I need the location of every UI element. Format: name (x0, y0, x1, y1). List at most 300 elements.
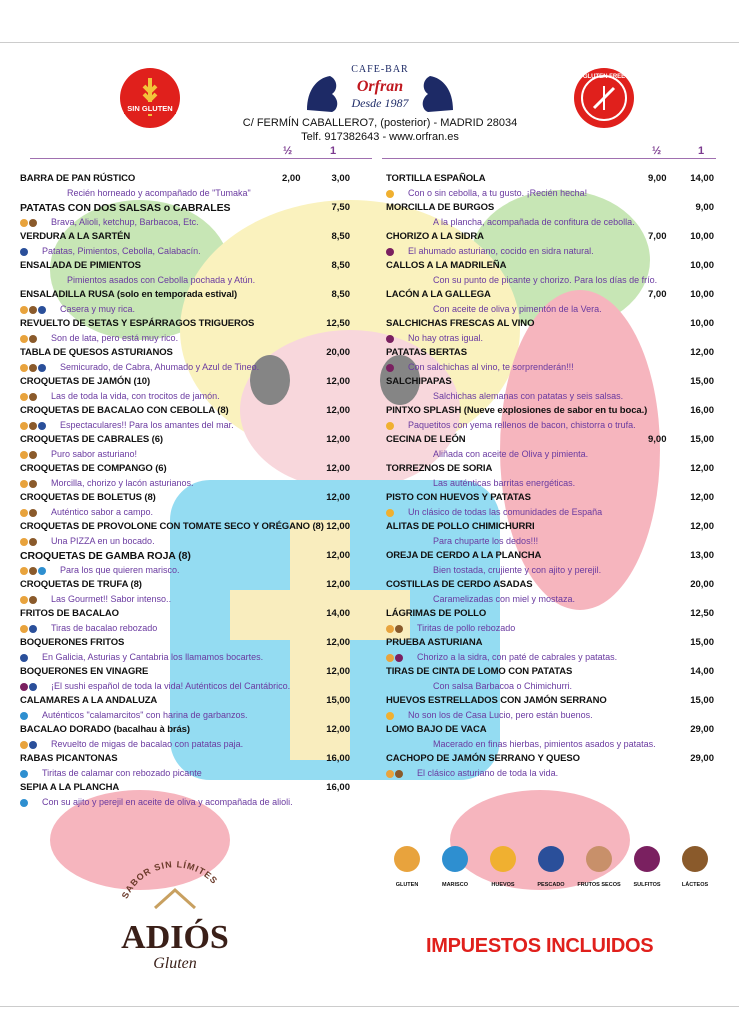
menu-item (20, 723, 350, 752)
allergen-icons (386, 187, 395, 201)
allergen-icons (20, 622, 38, 636)
menu-item-price: 16,00 (326, 753, 350, 764)
allergen-l-icon (29, 219, 37, 227)
menu-item (386, 288, 714, 317)
allergen-l-icon (29, 596, 37, 604)
menu-item-name: FRITOS DE BACALAO (20, 608, 119, 619)
allergen-s-icon (386, 248, 394, 256)
menu-item-description-text: Casera y muy rica. (60, 304, 136, 314)
menu-item-description (20, 273, 350, 288)
allergen-g-icon (20, 538, 28, 546)
menu-item (386, 433, 714, 462)
menu-item-description (386, 650, 714, 665)
menu-item-name: SEPIA A LA PLANCHA (20, 782, 120, 793)
menu-item (20, 636, 350, 665)
menu-item-description-text: El ahumado asturiano, cocido en sidra natural. (408, 246, 594, 256)
allergen-icons (20, 767, 29, 781)
allergen-legend-icon (586, 846, 612, 872)
allergen-p-icon (38, 364, 46, 372)
menu-item-description (386, 447, 714, 462)
menu-item-name: BACALAO DORADO (bacalhau à brás) (20, 724, 190, 735)
menu-item (20, 520, 350, 549)
menu-item-description (20, 563, 350, 578)
menu-item-price: 12,00 (326, 724, 350, 735)
menu-item-description (386, 302, 714, 317)
menu-item-description-text: Con aceite de oliva y pimentón de la Vera. (433, 304, 602, 314)
menu-item (386, 201, 714, 230)
menu-item-description (20, 244, 350, 259)
menu-item-price: 14,00 (690, 173, 714, 184)
menu-item-description-text: Con salsa Barbacoa o Chimichurri. (433, 681, 573, 691)
allergen-legend-item (576, 846, 622, 888)
allergen-legend-label: SULFITOS (633, 882, 661, 888)
menu-item-name: CALAMARES A LA ANDALUZA (20, 695, 158, 706)
menu-item-name: PRUEBA ASTURIANA (386, 637, 483, 648)
menu-item-price: 29,00 (690, 724, 714, 735)
menu-item (386, 404, 714, 433)
gluten-free-text: GLUTEN FREE (582, 74, 626, 80)
menu-item-price: 12,00 (326, 550, 350, 561)
allergen-s-icon (395, 654, 403, 662)
allergen-g-icon (20, 567, 28, 575)
allergen-legend-label: PESCADO (537, 882, 565, 888)
allergen-icons (20, 738, 38, 752)
allergen-icons (386, 622, 404, 636)
allergen-g-icon (20, 509, 28, 517)
menu-item-half-price: 9,00 (648, 434, 667, 445)
menu-item-description-text: El clásico asturiano de toda la vida. (417, 768, 559, 778)
menu-item-description-text: Tiras de bacalao rebozado (51, 623, 158, 633)
menu-item-description (386, 476, 714, 491)
menu-item-price: 15,00 (690, 695, 714, 706)
menu-item-description (386, 244, 714, 259)
menu-item-description-text: No hay otras igual. (408, 333, 484, 343)
adios-word: ADIÓS (121, 919, 229, 956)
allergen-l-icon (29, 480, 37, 488)
menu-item-name: CROQUETAS DE BACALAO CON CEBOLLA (8) (20, 405, 229, 416)
menu-item-description (20, 795, 350, 810)
menu-item-price: 7,50 (331, 202, 350, 213)
allergen-l-icon (29, 306, 37, 314)
menu-item-price: 12,00 (326, 492, 350, 503)
menu-item-price: 12,00 (690, 347, 714, 358)
menu-item-name: ALITAS DE POLLO CHIMICHURRI (386, 521, 535, 532)
allergen-m-icon (20, 770, 28, 778)
menu-item (20, 694, 350, 723)
allergen-g-icon (20, 451, 28, 459)
menu-item-description-text: Auténtico sabor a campo. (51, 507, 154, 517)
allergen-g-icon (20, 219, 28, 227)
menu-item-description-text: Tiritas de pollo rebozado (417, 623, 516, 633)
menu-item-price: 12,00 (326, 579, 350, 590)
menu-item-description-text: A la plancha, acompañada de confitura de cebolla. (433, 217, 635, 227)
allergen-icons (20, 245, 29, 259)
menu-item-price: 12,00 (326, 637, 350, 648)
menu-item (20, 201, 350, 230)
menu-item-name: CROQUETAS DE CABRALES (6) (20, 434, 163, 445)
allergen-g-icon (20, 364, 28, 372)
allergen-m-icon (20, 799, 28, 807)
menu-item-description-text: Para los que quieren marisco. (60, 565, 180, 575)
allergen-legend-item (528, 846, 574, 888)
allergen-s-icon (20, 683, 28, 691)
menu-item (20, 665, 350, 694)
menu-item-price: 12,00 (326, 521, 350, 532)
menu-item-description-text: Con su punto de picante y chorizo. Para los días de frío. (433, 275, 658, 285)
allergen-icons (20, 535, 38, 549)
menu-item-name: TORTILLA ESPAÑOLA (386, 173, 486, 184)
menu-item-description (386, 766, 714, 781)
allergen-legend-item (480, 846, 526, 888)
menu-item-name: LÁGRIMAS DE POLLO (386, 608, 487, 619)
menu-item-description-text: Para chuparte los dedos!!! (433, 536, 539, 546)
menu-item-half-price: 9,00 (648, 173, 667, 184)
allergen-icons (386, 419, 395, 433)
allergen-h-icon (386, 509, 394, 517)
allergen-p-icon (38, 306, 46, 314)
phone-web: Telf. 917382643 - www.orfran.es (301, 131, 459, 143)
menu-item-description (20, 186, 350, 201)
allergen-legend-icon (394, 846, 420, 872)
allergen-g-icon (20, 335, 28, 343)
allergen-legend-icon (490, 846, 516, 872)
menu-item (20, 549, 350, 578)
menu-item-price: 12,50 (690, 608, 714, 619)
menu-item-price: 10,00 (690, 260, 714, 271)
menu-item-description-text: Semicurado, de Cabra, Ahumado y Azul de Tineo. (60, 362, 260, 372)
menu-item-price: 14,00 (690, 666, 714, 677)
menu-item-description-text: Brava, Alioli, ketchup, Barbacoa, Etc. (51, 217, 199, 227)
menu-item-name: SALCHIPAPAS (386, 376, 452, 387)
menu-item-price: 12,00 (326, 463, 350, 474)
right-full-header: 1 (698, 145, 705, 157)
menu-item-name: COSTILLAS DE CERDO ASADAS (386, 579, 533, 590)
allergen-g-icon (20, 480, 28, 488)
menu-item (386, 230, 714, 259)
menu-item-description (386, 621, 714, 636)
menu-item-description (386, 505, 714, 520)
menu-item-description-text: Aliñada con aceite de Oliva y pimienta. (433, 449, 589, 459)
address: C/ FERMÍN CABALLERO7, (posterior) - MADRID 28034 (242, 117, 518, 129)
allergen-g-icon (20, 625, 28, 633)
menu-item-description-text: Salchichas alemanas con patatas y seis salsas. (433, 391, 624, 401)
menu-item-name: PINTXO SPLASH (Nueve explosiones de sabor en tu boca.) (386, 405, 648, 416)
brand-since: Desde 1987 (351, 96, 409, 110)
allergen-p-icon (29, 683, 37, 691)
right-header-line (382, 158, 716, 159)
menu-item-description (386, 186, 714, 201)
menu-item-name: REVUELTO DE SETAS Y ESPÁRRAGOS TRIGUEROS (20, 318, 255, 329)
menu-item-description (386, 708, 714, 723)
allergen-legend-icon (442, 846, 468, 872)
menu-item-description-text: Puro sabor asturiano! (51, 449, 138, 459)
menu-item-description-text: Auténticos "calamarcitos" con harina de garbanzos. (42, 710, 248, 720)
menu-item-name: BARRA DE PAN RÚSTICO (20, 173, 136, 184)
allergen-l-icon (29, 422, 37, 430)
menu-item-description-text: Tiritas de calamar con rebozado picante (42, 768, 202, 778)
menu-item-price: 12,00 (326, 434, 350, 445)
allergen-legend-label: GLUTEN (395, 882, 419, 888)
right-menu-column (386, 172, 714, 781)
allergen-g-icon (20, 306, 28, 314)
orfran-brand-logo (300, 64, 460, 120)
menu-item (20, 781, 350, 810)
menu-item-price: 10,00 (690, 289, 714, 300)
menu-item (386, 172, 714, 201)
left-half-header: ½ (283, 145, 293, 157)
menu-item-description (20, 215, 350, 230)
menu-item-description-text: Las de toda la vida, con trocitos de jamón. (51, 391, 220, 401)
menu-item-description-text: Morcilla, chorizo y lacón asturianos. (51, 478, 194, 488)
menu-item-description-text: No son los de Casa Lucio, pero están buenos. (408, 710, 593, 720)
menu-item (20, 346, 350, 375)
menu-item (386, 665, 714, 694)
menu-item-price: 15,00 (690, 376, 714, 387)
menu-item (20, 317, 350, 346)
menu-item (20, 752, 350, 781)
allergen-icons (20, 361, 47, 375)
menu-item-price: 12,50 (326, 318, 350, 329)
right-half-header: ½ (652, 145, 662, 157)
menu-item-price: 15,00 (326, 695, 350, 706)
menu-item (386, 752, 714, 781)
menu-item-name: ENSALADA DE PIMIENTOS (20, 260, 141, 271)
menu-item-price: 8,50 (331, 260, 350, 271)
allergen-h-icon (386, 190, 394, 198)
allergen-legend (384, 846, 714, 892)
menu-item-price: 3,00 (331, 173, 350, 184)
menu-item (386, 607, 714, 636)
menu-item-description (20, 650, 350, 665)
menu-item-name: CACHOPO DE JAMÓN SERRANO Y QUESO (386, 753, 580, 764)
menu-item-description-text: Caramelizadas con miel y mostaza. (433, 594, 576, 604)
gluten-free-badge (572, 66, 636, 130)
menu-item (20, 288, 350, 317)
menu-item-name: ENSALADILLA RUSA (solo en temporada estival) (20, 289, 238, 300)
menu-item-price: 15,00 (690, 434, 714, 445)
allergen-s-icon (386, 335, 394, 343)
allergen-icons (386, 332, 395, 346)
menu-item-price: 29,00 (690, 753, 714, 764)
brand-name: Orfran (356, 78, 404, 95)
menu-item-description-text: Un clásico de todas las comunidades de España (408, 507, 603, 517)
menu-item-description (386, 737, 714, 752)
menu-item (20, 230, 350, 259)
menu-item-name: CROQUETAS DE GAMBA ROJA (8) (20, 550, 191, 562)
allergen-m-icon (38, 567, 46, 575)
allergen-icons (20, 651, 29, 665)
allergen-icons (20, 332, 38, 346)
menu-item-description-text: Revuelto de migas de bacalao con patatas paja. (51, 739, 244, 749)
menu-item-name: BOQUERONES EN VINAGRE (20, 666, 149, 677)
menu-item-description (386, 563, 714, 578)
allergen-legend-item (384, 846, 430, 888)
left-full-header: 1 (330, 145, 337, 157)
menu-item-description-text: Patatas, Pimientos, Cebolla, Calabacín. (42, 246, 201, 256)
menu-item-description-text: Una PIZZA en un bocado. (51, 536, 155, 546)
menu-item-description-text: Recién horneado y acompañado de "Tumaka" (67, 188, 251, 198)
menu-item-price: 16,00 (326, 782, 350, 793)
menu-item-description (386, 592, 714, 607)
menu-item-description (386, 534, 714, 549)
allergen-p-icon (20, 248, 28, 256)
allergen-legend-icon (538, 846, 564, 872)
menu-item-price: 12,00 (326, 376, 350, 387)
allergen-g-icon (20, 741, 28, 749)
allergen-p-icon (29, 625, 37, 633)
menu-item-price: 12,00 (690, 463, 714, 474)
menu-item-description-text: Bien tostada, crujiente y con ajito y perejil. (433, 565, 602, 575)
menu-item-name: TORREZNOS DE SORIA (386, 463, 493, 474)
allergen-p-icon (38, 422, 46, 430)
menu-item-description-text: Espectaculares!! Para los amantes del mar. (60, 420, 234, 430)
menu-item (386, 259, 714, 288)
allergen-g-icon (386, 625, 394, 633)
menu-item-description (20, 592, 350, 607)
sin-gluten-badge (118, 66, 182, 130)
allergen-legend-label: FRUTOS SECOS (577, 882, 621, 888)
allergen-icons (20, 796, 29, 810)
menu-item-description-text: ¡El sushi español de toda la vida! Auténticos del Cantábrico. (51, 681, 291, 691)
menu-item (20, 462, 350, 491)
adios-tagline: SABOR SIN LÍMITES (119, 860, 220, 901)
menu-item-description (386, 215, 714, 230)
menu-item (20, 491, 350, 520)
menu-item-description (20, 360, 350, 375)
menu-item-description-text: Con su ajito y perejil en aceite de oliva y acompañada de alioli. (42, 797, 293, 807)
menu-item-description (386, 418, 714, 433)
allergen-l-icon (29, 538, 37, 546)
menu-item-name: LOMO BAJO DE VACA (386, 724, 487, 735)
menu-item-description-text: Chorizo a la sidra, con paté de cabrales y patatas. (417, 652, 618, 662)
menu-item-description-text: Las auténticas barritas energéticas. (433, 478, 576, 488)
allergen-l-icon (29, 364, 37, 372)
menu-item-description-text: Son de lata, pero está muy rico. (51, 333, 179, 343)
allergen-icons (20, 303, 47, 317)
menu-item (20, 172, 350, 201)
allergen-icons (20, 390, 38, 404)
gluten-word: Gluten (153, 955, 197, 972)
menu-item-description-text: Con salchichas al vino, te sorprenderán!!! (408, 362, 574, 372)
allergen-icons (20, 477, 38, 491)
menu-item-name: TIRAS DE CINTA DE LOMO CON PATATAS (386, 666, 573, 677)
allergen-g-icon (20, 393, 28, 401)
menu-item (386, 491, 714, 520)
menu-item-name: CROQUETAS DE TRUFA (8) (20, 579, 142, 590)
menu-item-price: 16,00 (690, 405, 714, 416)
allergen-legend-icon (634, 846, 660, 872)
allergen-l-icon (29, 509, 37, 517)
menu-item-description (20, 621, 350, 636)
menu-item-name: BOQUERONES FRITOS (20, 637, 125, 648)
menu-item-price: 9,00 (695, 202, 714, 213)
menu-item (386, 694, 714, 723)
menu-item-name: PATATAS CON DOS SALSAS o CABRALES (20, 202, 231, 214)
left-menu-column (20, 172, 350, 810)
menu-item (386, 346, 714, 375)
menu-item-description (20, 534, 350, 549)
menu-item-price: 15,00 (690, 637, 714, 648)
menu-item-description (20, 302, 350, 317)
allergen-p-icon (20, 654, 28, 662)
allergen-legend-label: LÁCTEOS (681, 882, 709, 888)
allergen-icons (20, 419, 47, 433)
menu-item-name: VERDURA A LA SARTÉN (20, 231, 131, 242)
menu-item (20, 578, 350, 607)
menu-item-price: 12,00 (690, 492, 714, 503)
allergen-l-icon (395, 625, 403, 633)
menu-item-name: PISTO CON HUEVOS Y PATATAS (386, 492, 531, 503)
allergen-icons (386, 245, 395, 259)
menu-item-description (386, 273, 714, 288)
allergen-legend-icon (682, 846, 708, 872)
menu-item-description (20, 679, 350, 694)
menu-item-price: 14,00 (326, 608, 350, 619)
menu-item-description (386, 360, 714, 375)
menu-item-name: CALLOS A LA MADRILEÑA (386, 260, 507, 271)
allergen-icons (20, 593, 38, 607)
menu-item-description (386, 331, 714, 346)
menu-item-name: CROQUETAS DE JAMÓN (10) (20, 376, 151, 387)
top-rule (0, 42, 739, 43)
allergen-icons (386, 651, 404, 665)
menu-item (20, 404, 350, 433)
allergen-icons (20, 506, 38, 520)
menu-item-description (20, 476, 350, 491)
menu-item (20, 259, 350, 288)
menu-item (386, 723, 714, 752)
menu-item-name: CECINA DE LEÓN (386, 434, 466, 445)
menu-item-name: RABAS PICANTONAS (20, 753, 118, 764)
allergen-g-icon (386, 654, 394, 662)
menu-item-name: CHORIZO A LA SIDRA (386, 231, 484, 242)
allergen-icons (386, 361, 395, 375)
menu-item-description-text: Con o sin cebolla, a tu gusto. ¡Recién hecha! (408, 188, 588, 198)
menu-item-name: TABLA DE QUESOS ASTURIANOS (20, 347, 173, 358)
menu-item-name: CROQUETAS DE COMPANGO (6) (20, 463, 167, 474)
menu-item-name: PATATAS BERTAS (386, 347, 467, 358)
menu-item (386, 317, 714, 346)
menu-item (386, 462, 714, 491)
allergen-p-icon (29, 741, 37, 749)
menu-item-name: LACÓN A LA GALLEGA (386, 289, 491, 300)
menu-item-description (20, 505, 350, 520)
menu-item (20, 375, 350, 404)
menu-item (386, 520, 714, 549)
allergen-l-icon (29, 567, 37, 575)
allergen-l-icon (29, 335, 37, 343)
menu-item-name: HUEVOS ESTRELLADOS CON JAMÓN SERRANO (386, 695, 607, 706)
allergen-legend-item (672, 846, 718, 888)
menu-item-half-price: 7,00 (648, 289, 667, 300)
menu-item-description-text: Paquetitos con yema rellenos de bacon, chistorra o trufa. (408, 420, 636, 430)
allergen-g-icon (20, 422, 28, 430)
menu-item (386, 578, 714, 607)
menu-item-description (386, 389, 714, 404)
left-header-line (30, 158, 372, 159)
allergen-icons (20, 680, 38, 694)
adios-gluten-logo (100, 860, 250, 980)
allergen-m-icon (20, 712, 28, 720)
menu-item-price: 20,00 (690, 579, 714, 590)
menu-item-price: 8,50 (331, 231, 350, 242)
menu-item (386, 636, 714, 665)
taxes-included-notice: IMPUESTOS INCLUIDOS (426, 935, 654, 957)
allergen-legend-label: HUEVOS (491, 882, 515, 888)
allergen-legend-label: MARISCO (442, 882, 468, 888)
menu-item (386, 375, 714, 404)
allergen-l-icon (29, 451, 37, 459)
